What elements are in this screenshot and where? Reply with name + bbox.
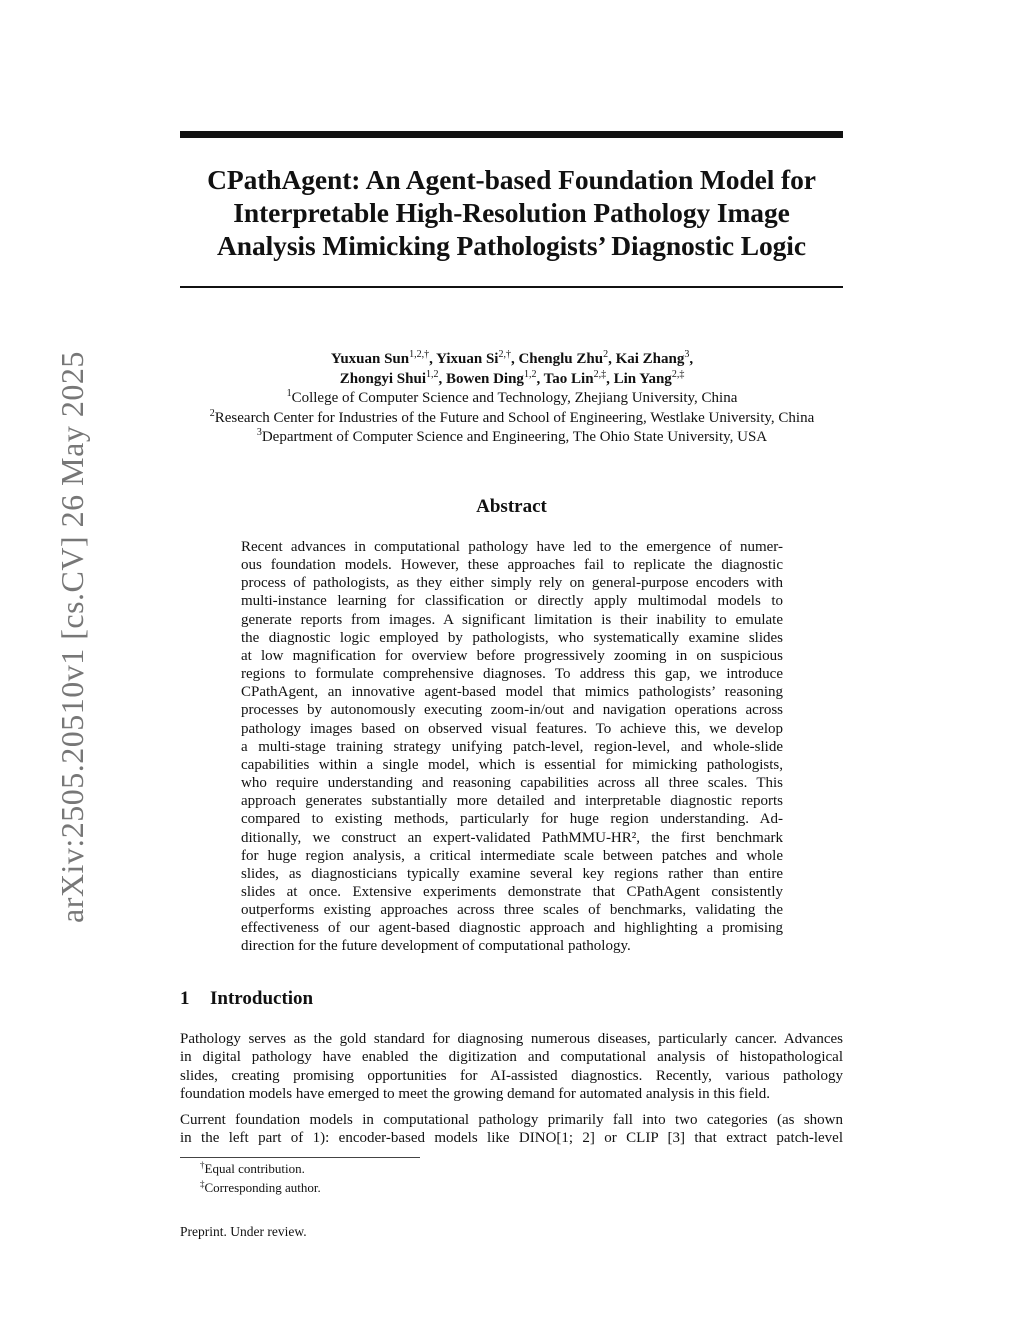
author-block: [140, 350, 884, 448]
author-name: Tao Lin: [543, 370, 594, 387]
abstract-line: process of pathologists, as they either simply rely on general-purpose encoders with: [241, 575, 783, 592]
author-affil-mark: 2: [603, 349, 609, 360]
author-name: Bowen Ding: [446, 370, 524, 387]
abstract-body: [241, 538, 783, 956]
author-affil-mark: 2,‡: [593, 368, 607, 380]
author-name: Yixuan Si: [436, 351, 499, 367]
affiliation: $^1$College of Computer Science and Technology, Zhejiang University, China: [286, 388, 738, 406]
abstract-line: ous foundation models. However, these approaches fail to replicate the diagnostic: [241, 557, 783, 574]
author-name: Zhongyi Shui: [339, 370, 426, 387]
author-affil-mark: 2,†: [498, 349, 511, 360]
author-affil-mark: 2,‡: [671, 368, 685, 380]
abstract-line: a multi-stage training strategy unifying patch-level, region-level, and whole-slide: [241, 738, 783, 755]
abstract-line: slides, as diagnosticians typically examine several key regions rather than entire: [241, 865, 783, 882]
author-affil-mark: 1,2,†: [409, 349, 430, 360]
abstract-line: generate reports from images. A significant limitation is their inability to emulate: [241, 611, 783, 628]
section-number: 1: [180, 988, 190, 1009]
section-title: Introduction: [210, 988, 314, 1009]
footnote-rule: [180, 1157, 420, 1158]
paragraph-line: in the left part of 1): encoder-based models like DINO[1; 2] or CLIP [3] that extract patch-level: [180, 1130, 843, 1147]
abstract-line: Recent advances in computational pathology have led to the emergence of numer-: [241, 539, 783, 555]
abstract-line: the diagnostic logic employed by pathologists, who systematically examine slides: [241, 629, 783, 646]
paragraph-line: Current foundation models in computational pathology primarily fall into two categories (as shown: [180, 1112, 843, 1128]
abstract-line: pathology images based on observed visual features. To achieve this, we develop: [241, 720, 783, 737]
paragraph-line: slides, creating promising opportunities for AI-assisted diagnostics. Recently, various pathology: [180, 1067, 843, 1084]
intro-paragraph-1: [180, 1030, 843, 1103]
abstract-line: capabilities within a single model, which is essential for mimicking pathologists,: [241, 756, 783, 773]
paragraph-line: Pathology serves as the gold standard for diagnosing numerous diseases, particularly cancer. Advances: [180, 1031, 843, 1047]
author-affil-mark: 1,2: [426, 368, 439, 380]
abstract-line: for huge region analysis, a critical intermediate scale between patches and whole: [241, 847, 783, 864]
intro-paragraph-2: [180, 1111, 843, 1148]
author-name: Lin Yang: [613, 370, 672, 387]
abstract-line: direction for the future development of computational pathology.: [241, 938, 631, 955]
title-line: Analysis Mimicking Pathologists’ Diagnostic Logic: [217, 230, 806, 261]
author-name: Chenglu Zhu: [518, 351, 604, 367]
arxiv-id: arXiv:2505.20510v1 [cs.CV] 26 May 2025: [54, 351, 90, 923]
abstract-line: approach generates substantially more detailed and interpretable diagnostic reports: [241, 793, 783, 810]
author-name: Kai Zhang: [615, 351, 685, 367]
abstract-line: ditionally, we construct an expert-validated PathMMU-HR², the first benchmark: [241, 829, 783, 846]
paragraph-line: foundation models have emerged to meet the growing demand for automated analysis in this field.: [180, 1085, 770, 1102]
abstract-line: slides at once. Extensive experiments demonstrate that CPathAgent consistently: [241, 883, 783, 900]
author-affil-mark: 1,2: [523, 368, 537, 380]
abstract-line: CPathAgent, an innovative agent-based model that mimics pathologists’ reasoning: [241, 684, 783, 701]
abstract-line: regions to formulate comprehensive diagnoses. To address this gap, we introduce: [241, 666, 783, 683]
title-top-rule: [180, 131, 843, 138]
footnote-equal-contribution: †Equal contribution.: [200, 1160, 305, 1176]
title-line: CPathAgent: An Agent-based Foundation Model for: [207, 164, 816, 195]
abstract-line: effectiveness of our agent-based diagnostic approach and highlighting a promising: [241, 920, 783, 937]
footnote-corresponding-author: ‡Corresponding author.: [200, 1179, 321, 1195]
affiliation: $^3$Department of Computer Science and Engineering, The Ohio State University, USA: [256, 427, 768, 445]
paper-title: [180, 163, 843, 262]
author-line-2: Zhongyi Shui$^{1,2}$, Bowen Ding$^{1,2}$, Tao Lin$^{2,\ddagger}$, Lin Yang$^{2,\ddagger}$: [339, 368, 685, 387]
abstract-line: processes by autonomously executing zoom-in/out and navigation operations across: [241, 702, 783, 719]
author-affil-mark: 3: [684, 349, 690, 360]
abstract-line: compared to existing methods, particularly for huge region understanding. Ad-: [241, 811, 783, 828]
title-bottom-rule: [180, 286, 843, 288]
section-heading-introduction: [180, 988, 313, 1010]
author-name: Yuxuan Sun: [330, 351, 410, 367]
affiliation: $^2$Research Center for Industries of the Future and School of Engineering, Westlake University, China: [209, 407, 815, 426]
author-line-1: Yuxuan Sun$^{1,2,\dagger}$, Yixuan $Si^{2,\dagger}$, Chenglu Zhu$^2$, Kai Zhang$^3$,: [330, 349, 694, 367]
abstract-line: at low magnification for overview before progressively zooming in on suspicious: [241, 647, 783, 664]
abstract-heading: Abstract: [476, 496, 547, 517]
paragraph-line: in digital pathology have enabled the digitization and computational analysis of histopathological: [180, 1049, 843, 1066]
abstract-line: multi-instance learning for classification or directly apply multimodal models to: [241, 593, 783, 610]
abstract-line: who require understanding and reasoning capabilities across all three scales. This: [241, 775, 783, 792]
preprint-footer: Preprint. Under review.: [180, 1224, 307, 1239]
abstract-line: outperforms existing approaches across three scales of benchmarks, validating the: [241, 902, 783, 919]
title-line: Interpretable High-Resolution Pathology Image: [233, 197, 790, 228]
